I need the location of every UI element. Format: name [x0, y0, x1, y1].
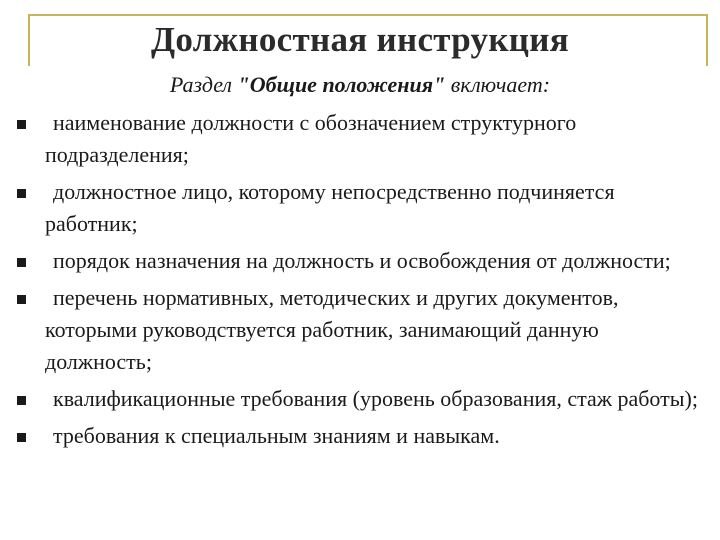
subtitle-suffix: включает:	[445, 72, 551, 97]
square-bullet-icon	[17, 433, 26, 442]
square-bullet-icon	[17, 120, 26, 129]
list-item	[0, 107, 720, 171]
slide-subtitle	[0, 68, 720, 102]
bullet-list	[0, 107, 720, 457]
list-item-text: наименование должности с обозначением структурного подразделения;	[45, 110, 577, 167]
list-item-text: требования к специальным знаниям и навыкам.	[53, 423, 500, 448]
list-item-text: квалификационные требования (уровень образования, стаж работы);	[53, 386, 698, 411]
list-item-text: перечень нормативных, методических и других документов, которыми руководствуется работник, занимающий данную должность;	[45, 285, 619, 374]
subtitle-prefix: Раздел	[169, 72, 238, 97]
square-bullet-icon	[17, 258, 26, 267]
list-item	[0, 245, 720, 277]
square-bullet-icon	[17, 189, 26, 198]
square-bullet-icon	[17, 295, 26, 304]
slide-title: Должностная инструкция	[151, 20, 569, 59]
list-item	[0, 176, 720, 240]
subtitle-section-name: "Общие положения"	[237, 72, 446, 97]
list-item	[0, 420, 720, 452]
list-item	[0, 383, 720, 415]
square-bullet-icon	[17, 396, 26, 405]
list-item	[0, 282, 720, 378]
list-item-text: порядок назначения на должность и освобождения от должности;	[53, 248, 671, 273]
list-item-text: должностное лицо, которому непосредственно подчиняется работник;	[45, 179, 615, 236]
